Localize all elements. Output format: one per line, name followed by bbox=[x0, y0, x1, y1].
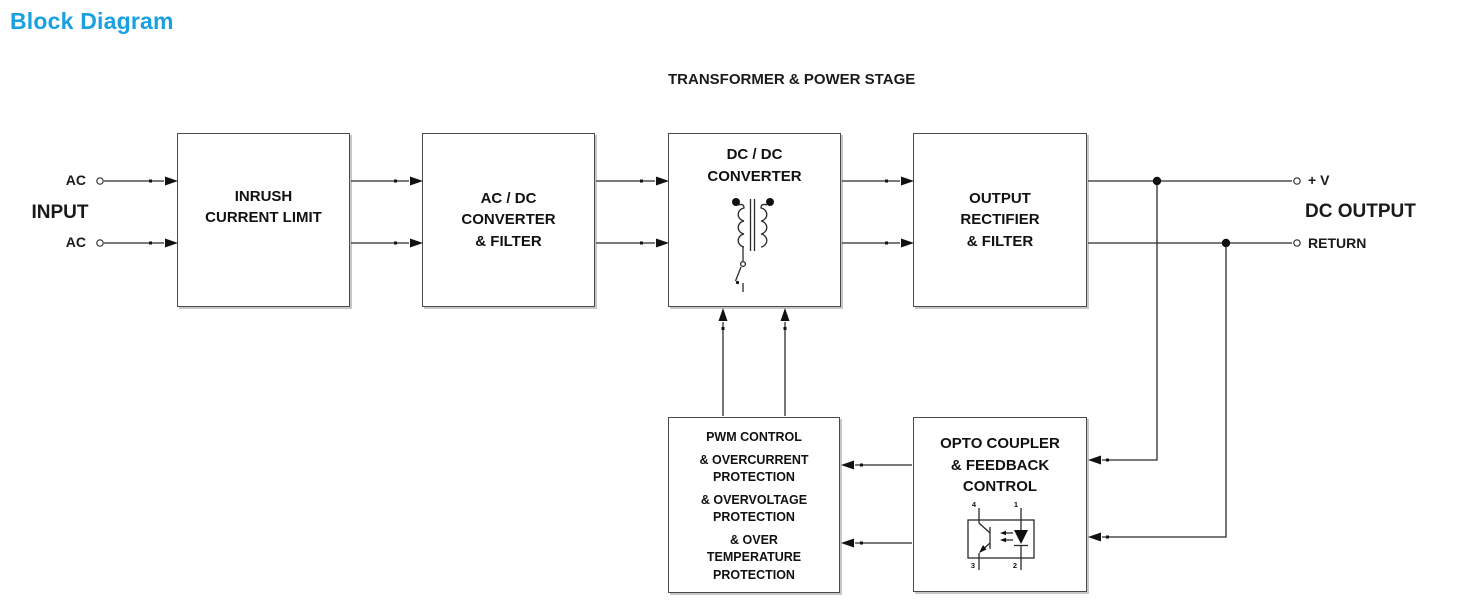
block-label-line: CURRENT LIMIT bbox=[205, 209, 322, 226]
block-ac-dc-converter-filter bbox=[422, 133, 595, 307]
wire-ac-top bbox=[97, 177, 178, 186]
block-label-line: PROTECTION bbox=[713, 510, 795, 524]
block-pwm-control-protection bbox=[668, 417, 840, 593]
block-inrush-current-limit bbox=[177, 133, 350, 307]
wire-ac-bottom bbox=[97, 239, 178, 248]
arrowhead-left bbox=[841, 461, 854, 470]
block-label-line: OPTO COUPLER bbox=[940, 435, 1060, 452]
ac-input-top-label: AC bbox=[65, 172, 86, 188]
wire-dcdc-to-outrect bbox=[842, 177, 914, 248]
caption-line: & POWER STAGE bbox=[788, 71, 916, 88]
block-label-line: RECTIFIER bbox=[960, 211, 1040, 229]
arrowhead-up bbox=[719, 308, 728, 321]
arrowhead-left bbox=[1088, 456, 1101, 465]
block-label-line: TEMPERATURE bbox=[706, 550, 802, 564]
transformer-stage-caption bbox=[668, 69, 916, 90]
pwm-label-group bbox=[699, 452, 808, 487]
block-label-line: & FEEDBACK bbox=[950, 456, 1050, 474]
block-dc-dc-converter bbox=[668, 133, 841, 307]
block-label-line: OUTPUT bbox=[969, 189, 1031, 207]
terminal-circle bbox=[1294, 240, 1300, 246]
arrowhead-left bbox=[1088, 533, 1101, 542]
input-title: INPUT bbox=[31, 202, 89, 223]
caption-line: TRANSFORMER bbox=[668, 71, 785, 88]
block-label-line: CONTROL bbox=[962, 478, 1038, 495]
wire-outrect-to-plus-v bbox=[1088, 177, 1300, 185]
wire-outrect-to-return bbox=[1088, 239, 1300, 247]
arrowhead-left bbox=[841, 539, 854, 548]
junction-dot bbox=[1153, 177, 1161, 185]
wire-opto-to-pwm bbox=[841, 461, 912, 548]
block-label-line: DC / DC bbox=[726, 146, 783, 163]
block-label-line: CONVERTER bbox=[707, 167, 802, 185]
block-label-line: PWM CONTROL bbox=[706, 430, 802, 444]
terminal-circle bbox=[1294, 178, 1300, 184]
return-label: RETURN bbox=[1308, 235, 1367, 251]
opto-pin-number: 2 bbox=[1012, 561, 1018, 570]
block-label-line: & FILTER bbox=[475, 232, 542, 250]
block-label-line: & OVERVOLTAGE bbox=[700, 492, 808, 507]
block-label-line: AC / DC bbox=[480, 189, 537, 207]
block-label-line: & FILTER bbox=[966, 232, 1034, 250]
block-label-line: CONVERTER bbox=[461, 211, 556, 229]
pwm-label-group bbox=[706, 429, 802, 447]
wire-pwm-to-dcdc bbox=[719, 308, 790, 416]
wire-acdc-to-dcdc bbox=[596, 177, 669, 248]
arrowhead-up bbox=[781, 308, 790, 321]
block-output-rectifier-filter bbox=[913, 133, 1087, 307]
block-label-line: & OVERCURRENT bbox=[699, 452, 809, 467]
terminal-circle bbox=[97, 240, 103, 246]
block-opto-coupler-feedback bbox=[913, 417, 1087, 592]
dc-output-title: DC OUTPUT bbox=[1305, 201, 1416, 222]
wire-plusv-feedback-to-opto bbox=[1088, 185, 1157, 465]
wire-return-feedback-to-opto bbox=[1088, 247, 1226, 542]
ac-input-bottom-label: AC bbox=[65, 234, 86, 250]
pwm-label-group bbox=[701, 492, 807, 527]
opto-pin-number: 3 bbox=[970, 561, 976, 570]
block-label-line: & OVER bbox=[730, 532, 778, 547]
block-label-line: PROTECTION bbox=[713, 567, 795, 582]
plus-v-label: + V bbox=[1308, 172, 1330, 188]
page-title: Block Diagram bbox=[10, 8, 174, 34]
wire-inrush-to-acdc bbox=[351, 177, 423, 248]
junction-dot bbox=[1222, 239, 1230, 247]
block-label-line: PROTECTION bbox=[713, 470, 795, 484]
block-label-line: INRUSH bbox=[234, 187, 293, 205]
opto-pin-number: 1 bbox=[1013, 500, 1019, 509]
pwm-label-group bbox=[707, 532, 801, 585]
terminal-circle bbox=[97, 178, 103, 184]
opto-pin-number: 4 bbox=[971, 500, 977, 509]
